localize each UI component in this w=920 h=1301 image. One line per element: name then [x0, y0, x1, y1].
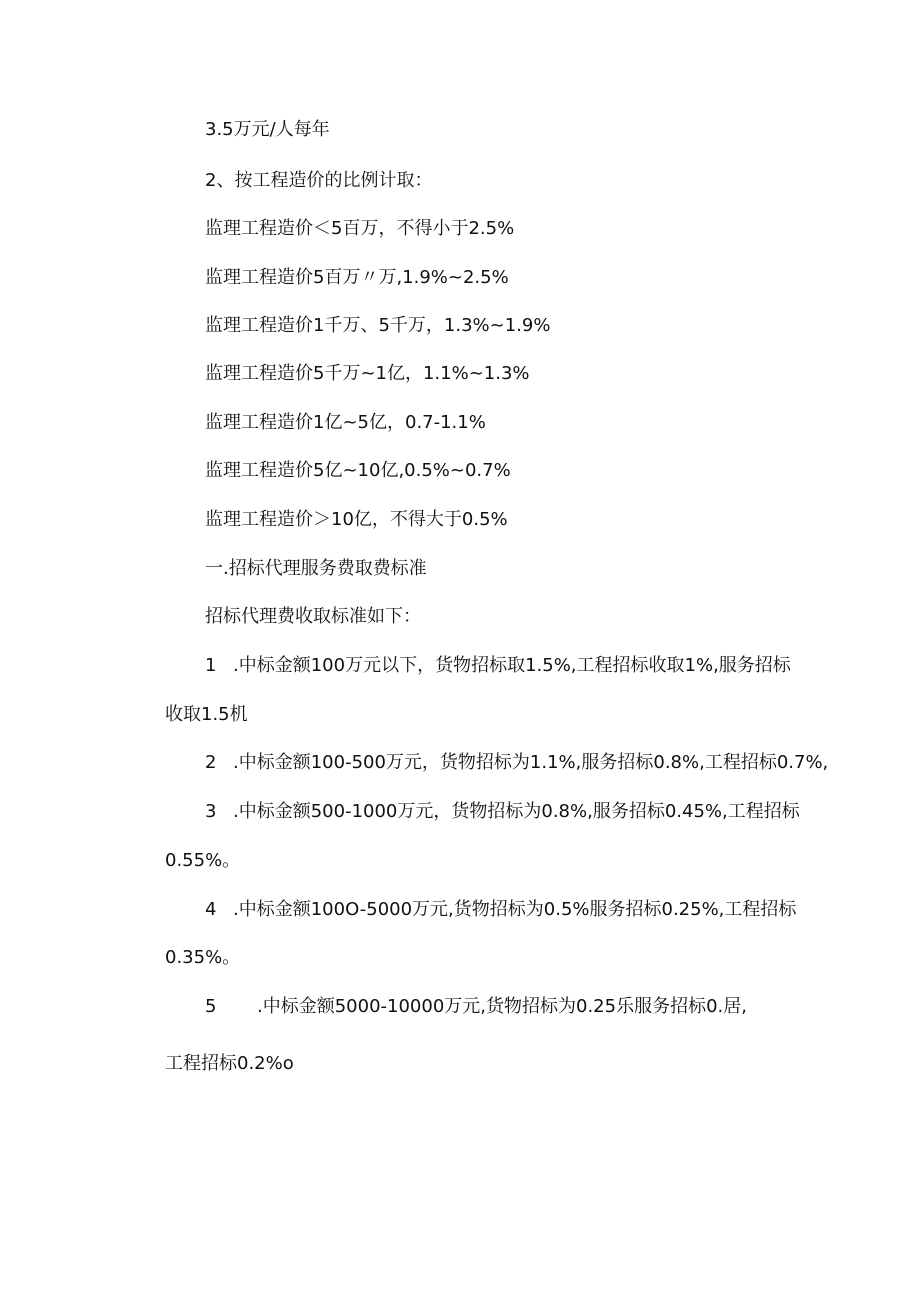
- list-item-2: [205, 751, 828, 775]
- section-heading-bidding-agency-fee: 一.招标代理服务费取费标准: [205, 558, 427, 579]
- list-item-1: [205, 654, 791, 678]
- list-item-text: .中标金额500-1000万元，货物招标为0.8%,服务招标0.45%,工程招标: [233, 801, 800, 822]
- paragraph-fee-intro: 招标代理费收取标准如下：: [205, 606, 421, 627]
- paragraph-supervision-rate: 监理工程造价5千万~1亿，1.1%~1.3%: [205, 363, 530, 384]
- paragraph-supervision-rate: 监理工程造价1千万、5千万，1.3%~1.9%: [205, 315, 551, 336]
- paragraph-rate-per-person: 3.5万元/人每年: [205, 119, 330, 140]
- paragraph-supervision-rate: 监理工程造价＜5百万，不得小于2.5%: [205, 218, 515, 239]
- list-item-number: 5: [205, 996, 217, 1017]
- list-item-4: [205, 898, 796, 922]
- list-item-number: 1: [205, 655, 217, 676]
- list-item-text: .中标金额5000-10000万元,货物招标为0.25乐服务招标0.居,: [257, 996, 747, 1017]
- list-item-text: .中标金额100O-5000万元,货物招标为0.5%服务招标0.25%,工程招标: [233, 899, 797, 920]
- list-item-5: [205, 995, 747, 1019]
- list-item-3-continuation: 0.55%。: [165, 850, 241, 871]
- list-item-3: [205, 800, 800, 824]
- list-item-text: .中标金额100万元以下，货物招标取1.5%,工程招标收取1%,服务招标: [233, 655, 791, 676]
- list-item-4-continuation: 0.35%。: [165, 947, 241, 968]
- list-item-number: 4: [205, 899, 217, 920]
- paragraph-supervision-rate: 监理工程造价1亿~5亿，0.7-1.1%: [205, 412, 486, 433]
- list-item-number: 2: [205, 752, 217, 773]
- list-item-5-continuation: 工程招标0.2%o: [165, 1053, 294, 1074]
- section-heading-cost-ratio: 2、按工程造价的比例计取：: [205, 170, 433, 191]
- paragraph-supervision-rate: 监理工程造价5亿~10亿,0.5%~0.7%: [205, 460, 511, 481]
- list-item-number: 3: [205, 801, 217, 822]
- list-item-1-continuation: 收取1.5机: [165, 704, 248, 725]
- list-item-text: .中标金额100-500万元，货物招标为1.1%,服务招标0.8%,工程招标0.7%,: [233, 752, 829, 773]
- paragraph-supervision-rate: 监理工程造价＞10亿，不得大于0.5%: [205, 509, 508, 530]
- paragraph-supervision-rate: 监理工程造价5百万〃万,1.9%~2.5%: [205, 267, 509, 288]
